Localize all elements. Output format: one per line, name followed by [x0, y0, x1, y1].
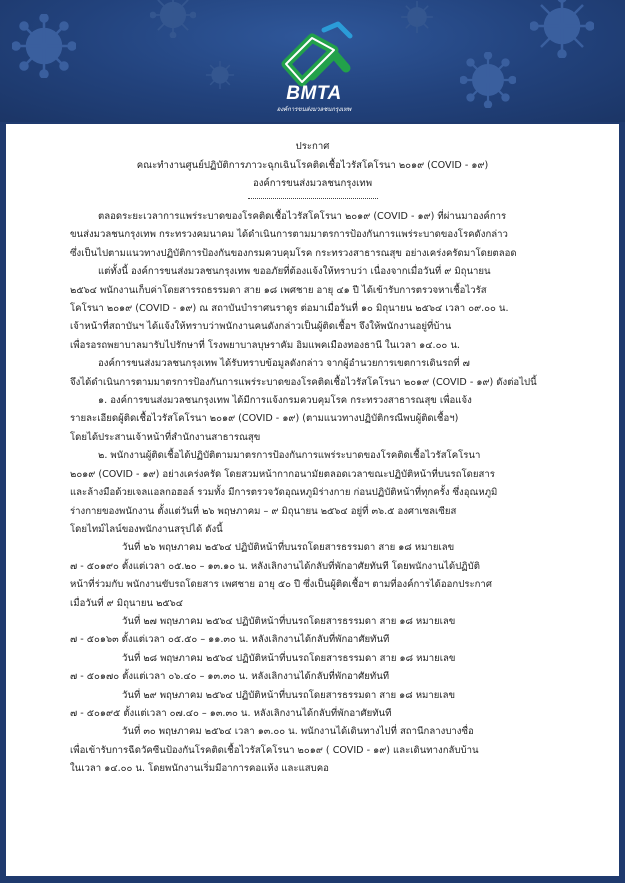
body-line: ๗ - ๕๐๑๙๐ ตั้งแต่เวลา ๐๕.๒๐ – ๑๓.๑๐ น. หลังเลิกงานได้กลับที่พักอาศัยทันที โดยพนักงานได้ปฏิบัติ: [70, 560, 480, 572]
announcement-organization: องค์การขนส่งมวลชนกรุงเทพ: [252, 178, 373, 190]
body-line: ๒. พนักงานผู้ติดเชื้อได้ปฏิบัติตามมาตรการป้องกันการแพร่ระบาดของโรคติดเชื้อไวรัสโคโรนา: [98, 450, 481, 462]
virus-icon: [460, 52, 516, 108]
body-line: รายละเอียดผู้ติดเชื้อไวรัสโคโรนา ๒๐๑๙ (COVID - ๑๙) (ตามแนวทางปฏิบัติกรณีพบผู้ติดเชื้อฯ): [70, 413, 459, 425]
body-line: หน้าที่ร่วมกับ พนักงานขับรถโดยสาร เพศชาย อายุ ๕๐ ปี ซึ่งเป็นผู้ติดเชื้อฯ ตามที่องค์การได้ออกประกาศ: [70, 579, 492, 591]
announcement-heading: ประกาศ: [295, 141, 330, 152]
body-line: โดยได้ประสานเจ้าหน้าที่สำนักงานสาธารณสุข: [70, 431, 261, 443]
brand-name: BMTA: [286, 83, 342, 104]
body-line: ซึ่งเป็นไปตามแนวทางปฏิบัติการป้องกันของกรมควบคุมโรค กระทรวงสาธารณสุข อย่างเคร่งครัดมาโดยตลอด: [70, 247, 517, 259]
body-line: แต่ทั้งนี้ องค์การขนส่งมวลชนกรุงเทพ ขออภัยที่ต้องแจ้งให้ทราบว่า เนื่องจากเมื่อวันที่ ๙ มิถุนายน: [98, 266, 491, 278]
announcement-committee: คณะทำงานศูนย์ปฏิบัติการภาวะฉุกเฉินโรคติดเชื้อไวรัสโคโรนา ๒๐๑๙ (COVID - ๑๙): [136, 159, 489, 171]
body-line: วันที่ ๒๙ พฤษภาคม ๒๕๖๔ ปฏิบัติหน้าที่บนรถโดยสารธรรมดา สาย ๑๘ หมายเลข: [122, 689, 456, 701]
virus-icon: [150, 0, 196, 38]
body-line: จึงได้ดำเนินการตามมาตรการป้องกันการแพร่ระบาดของโรคติดเชื้อไวรัสโคโรนา ๒๐๑๙ (COVID - ๑๙) ดังต่อไปนี้: [70, 376, 537, 388]
header-banner: [0, 0, 625, 122]
body-line: วันที่ ๒๗ พฤษภาคม ๒๕๖๔ ปฏิบัติหน้าที่บนรถโดยสารธรรมดา สาย ๑๘ หมายเลข: [122, 615, 456, 627]
body-line: ขนส่งมวลชนกรุงเทพ กระทรวงคมนาคม ได้ดำเนินการตามมาตรการป้องกันการแพร่ระบาดของโรคดังกล่าว: [70, 229, 508, 241]
virus-icon: [205, 60, 235, 90]
virus-icon: [12, 14, 76, 78]
body-line: เจ้าหน้าที่สถาบันฯ ได้แจ้งให้ทราบว่าพนักงานคนดังกล่าวเป็นผู้ติดเชื้อฯ จึงให้พนักงานอยู่ที่บ้าน: [70, 321, 452, 333]
body-line: ร่างกายของพนักงาน ตั้งแต่วันที่ ๒๖ พฤษภาคม – ๙ มิถุนายน ๒๕๖๔ อยู่ที่ ๓๖.๕ องศาเซลเซียส: [70, 505, 457, 517]
body-line: ๑. องค์การขนส่งมวลชนกรุงเทพ ได้มีการแจ้งกรมควบคุมโรค กระทรวงสาธารณสุข เพื่อแจ้ง: [98, 395, 472, 407]
body-line: วันที่ ๒๘ พฤษภาคม ๒๕๖๔ ปฏิบัติหน้าที่บนรถโดยสารธรรมดา สาย ๑๘ หมายเลข: [122, 652, 456, 664]
announcement-body: [70, 208, 570, 779]
announcement-paper: [6, 124, 619, 876]
title-divider: [248, 198, 378, 199]
body-line: ๒๐๑๙ (COVID - ๑๙) อย่างเคร่งครัด โดยสวมหน้ากากอนามัยตลอดเวลาขณะปฏิบัติหน้าที่บนรถโดยสาร: [70, 468, 495, 480]
body-line: และล้างมือด้วยเจลแอลกอฮอล์ รวมทั้ง มีการตรวจวัดอุณหภูมิร่างกาย ก่อนปฏิบัติหน้าที่ทุกครั้ง ซึ่งอุณหภูมิ: [70, 487, 498, 499]
body-line: ๗ - ๕๐๑๗๐ ตั้งแต่เวลา ๐๖.๔๐ – ๑๓.๓๐ น. หลังเลิกงานได้กลับที่พักอาศัยทันที: [70, 671, 390, 683]
body-line: ๒๕๖๔ พนักงานเก็บค่าโดยสารรถธรรมดา สาย ๑๘ เพศชาย อายุ ๔๑ ปี ได้เข้ารับการตรวจหาเชื้อไวรัส: [70, 284, 487, 296]
body-line: ตลอดระยะเวลาการแพร่ระบาดของโรคติดเชื้อไวรัสโคโรนา ๒๐๑๙ (COVID - ๑๙) ที่ผ่านมาองค์การ: [98, 211, 507, 222]
brand-subtitle: องค์การขนส่งมวลชนกรุงเทพ: [276, 106, 352, 113]
virus-icon: [400, 0, 434, 34]
body-line: ในเวลา ๑๔.๐๐ น. โดยพนักงานเริ่มมีอาการคอแห้ง และแสบคอ: [70, 763, 329, 775]
body-line: ๗ - ๕๐๑๙๕ ตั้งแต่เวลา ๐๗.๔๐ – ๑๓.๓๐ น. หลังเลิกงานได้กลับที่พักอาศัยทันที: [70, 707, 392, 719]
virus-icon: [530, 0, 594, 58]
body-line: เพื่อเข้ารับการฉีดวัคซีนป้องกันโรคติดเชื้อไวรัสโคโรนา ๒๐๑๙ ( COVID - ๑๙) และเดินทางกลับบ้าน: [70, 744, 479, 756]
body-line: วันที่ ๓๐ พฤษภาคม ๒๕๖๔ เวลา ๑๓.๐๐ น. พนักงานได้เดินทางไปที่ สถานีกลางบางซื่อ: [122, 726, 474, 738]
body-line: โคโรนา ๒๐๑๙ (COVID - ๑๙) ณ สถาบันบำราศนราดูร ต่อมาเมื่อวันที่ ๑๐ มิถุนายน ๒๕๖๔ เวลา ๐๙.๐๐ น.: [70, 303, 509, 315]
body-line: เมื่อวันที่ ๙ มิถุนายน ๒๕๖๔: [70, 597, 184, 609]
body-line: วันที่ ๒๖ พฤษภาคม ๒๕๖๔ ปฏิบัติหน้าที่บนรถโดยสารธรรมดา สาย ๑๘ หมายเลข: [122, 542, 455, 554]
body-line: ๗ - ๕๐๑๖๓ ตั้งแต่เวลา ๐๕.๕๐ – ๑๑.๓๐ น. หลังเลิกงานได้กลับที่พักอาศัยทันที: [70, 634, 390, 646]
body-line: โดยไทม์ไลน์ของพนักงานสรุปได้ ดังนี้: [70, 523, 223, 535]
body-line: เพื่อรอรถพยาบาลมารับไปรักษาที่ โรงพยาบาลบุษราคัม อิมแพคเมืองทองธานี ในเวลา ๑๔.๐๐ น.: [70, 339, 460, 351]
body-line: องค์การขนส่งมวลชนกรุงเทพ ได้รับทราบข้อมูลดังกล่าว จากผู้อำนวยการเขตการเดินรถที่ ๗: [98, 358, 470, 370]
